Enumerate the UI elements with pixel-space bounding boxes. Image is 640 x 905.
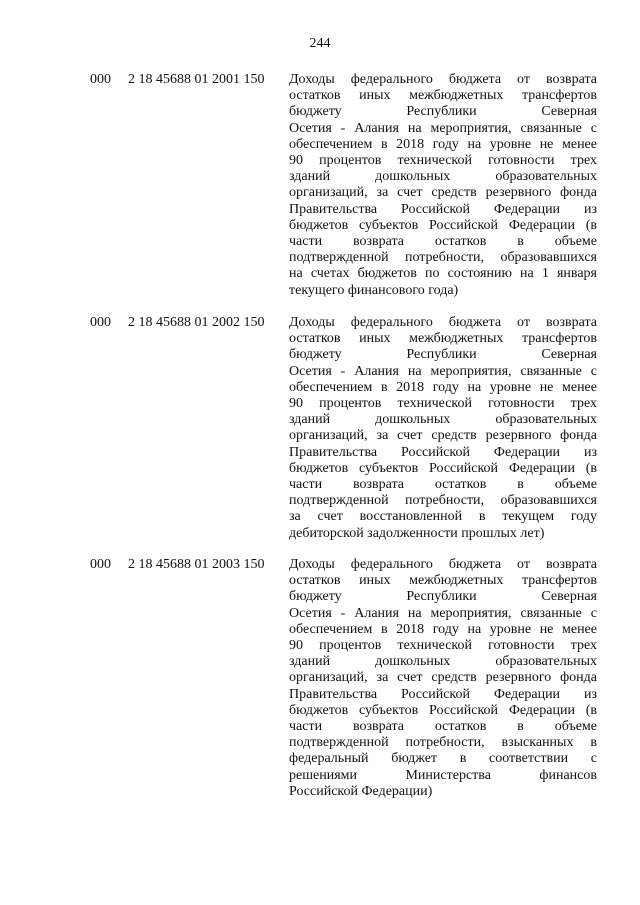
description-line: подтвержденной потребности, взысканных в	[289, 735, 597, 751]
description-line: зданий дошкольных образовательных	[289, 169, 597, 185]
description-line: текущего финансового года)	[289, 282, 459, 298]
description-line: 90 процентов технической готовности трех	[289, 638, 597, 654]
description-line: Осетия - Алания на мероприятия, связанные с	[289, 363, 597, 379]
description-line: организаций, за счет средств резервного фонда	[289, 185, 597, 201]
budget-classification-code: 2 18 45688 01 2003 150	[128, 557, 265, 572]
entry-description	[289, 557, 597, 800]
description-line: Правительства Российской Федерации из	[289, 444, 597, 460]
description-line: бюджетов субъектов Российской Федерации (в	[289, 460, 597, 476]
description-line: обеспечением в 2018 году на уровне не менее	[289, 136, 597, 152]
description-line: остатков иных межбюджетных трансфертов	[289, 331, 597, 347]
description-line: бюджету Республики Северная	[289, 104, 597, 120]
description-line: остатков иных межбюджетных трансфертов	[289, 573, 597, 589]
description-line: Доходы федерального бюджета от возврата	[289, 557, 597, 572]
description-line: части возврата остатков в объеме	[289, 477, 597, 493]
description-line: подтвержденной потребности, образовавшихся	[289, 250, 597, 266]
page-number: 244	[309, 36, 331, 51]
description-line: Правительства Российской Федерации из	[289, 686, 597, 702]
description-line: Доходы федерального бюджета от возврата	[289, 72, 597, 87]
budget-classification-code: 2 18 45688 01 2001 150	[128, 72, 265, 87]
description-line: Российской Федерации)	[289, 783, 433, 799]
description-line: Осетия - Алания на мероприятия, связанные с	[289, 120, 597, 136]
description-line: зданий дошкольных образовательных	[289, 654, 597, 670]
description-line: 90 процентов технической готовности трех	[289, 153, 597, 169]
description-line: части возврата остатков в объеме	[289, 234, 597, 250]
description-line: бюджетов субъектов Российской Федерации (в	[289, 217, 597, 233]
description-line: на счетах бюджетов по состоянию на 1 января	[289, 266, 597, 282]
admin-code: 000	[90, 315, 111, 330]
budget-classification-code: 2 18 45688 01 2002 150	[128, 315, 265, 330]
description-line: Правительства Российской Федерации из	[289, 201, 597, 217]
description-line: организаций, за счет средств резервного фонда	[289, 428, 597, 444]
description-line: обеспечением в 2018 году на уровне не менее	[289, 621, 597, 637]
description-line: федеральный бюджет в соответствии с	[289, 751, 597, 767]
description-line: бюджетов субъектов Российской Федерации (в	[289, 702, 597, 718]
description-line: части возврата остатков в объеме	[289, 719, 597, 735]
description-line: Осетия - Алания на мероприятия, связанные с	[289, 605, 597, 621]
entry-description	[289, 72, 597, 299]
description-line: организаций, за счет средств резервного фонда	[289, 670, 597, 686]
description-line: обеспечением в 2018 году на уровне не менее	[289, 379, 597, 395]
description-line: 90 процентов технической готовности трех	[289, 396, 597, 412]
description-line: остатков иных межбюджетных трансфертов	[289, 88, 597, 104]
admin-code: 000	[90, 557, 111, 572]
admin-code: 000	[90, 72, 111, 87]
description-line: бюджету Республики Северная	[289, 347, 597, 363]
description-line: бюджету Республики Северная	[289, 589, 597, 605]
description-line: Доходы федерального бюджета от возврата	[289, 315, 597, 330]
description-line: решениями Министерства финансов	[289, 767, 597, 783]
description-line: за счет восстановленной в текущем году	[289, 509, 597, 525]
description-line: подтвержденной потребности, образовавшихся	[289, 493, 597, 509]
description-line: дебиторской задолженности прошлых лет)	[289, 525, 545, 541]
description-line: зданий дошкольных образовательных	[289, 412, 597, 428]
entry-description	[289, 315, 597, 542]
